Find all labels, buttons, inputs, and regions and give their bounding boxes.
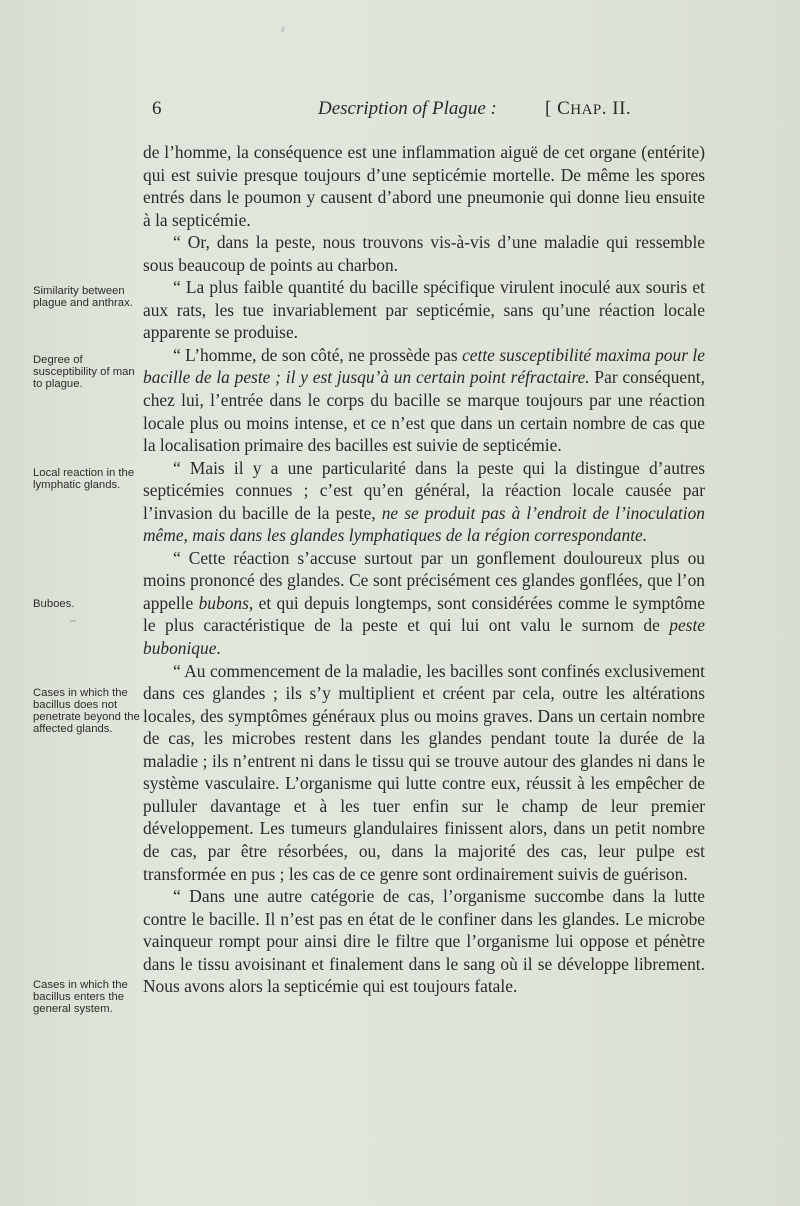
chapter-label-number: . II.	[601, 98, 632, 119]
text-run: “ Mais il y a une particularité dans la peste qui la distingue d’autres septicémies connues ; c’est qu’en général, la réaction locale causée par l’invasion du bacille de la peste,	[143, 457, 705, 523]
running-title: Description of Plague :	[318, 98, 497, 119]
emphasis-text: ne se produit pas à l’endroit de l’inoculation même, mais dans les glandes lymphatiques de la région correspondante.	[143, 502, 705, 546]
margin-note-similarity: Similarity between plague and anthrax.	[33, 285, 133, 309]
paragraph-buboes	[143, 547, 705, 660]
running-header	[143, 98, 705, 126]
text-run: .	[216, 638, 221, 659]
page-number: 6	[152, 98, 162, 119]
text-run: Par conséquent, chez lui, l’entrée dans le corps du bacille se marque toujours par une réaction locale plus ou moins intense, et ce n’est que dans un certain nombre de cas que la localisation primaire des bacilles est suivie de septicémie.	[143, 367, 705, 456]
margin-note-enters-system: Cases in which the bacillus enters the general system.	[33, 979, 128, 1015]
chapter-label-smallcaps: HAP	[570, 102, 602, 118]
paper-speck	[281, 27, 285, 32]
paragraph-inoculation: “ La plus faible quantité du bacille spécifique virulent inoculé aux souris et aux rats, les tue invariablement par septicémie, sans qu’une réaction locale apparente se produise.	[143, 277, 705, 343]
paragraph-similarity: “ Or, dans la peste, nous trouvons vis-à-vis d’une maladie qui ressemble sous beaucoup de points au charbon.	[143, 232, 705, 275]
margin-note-susceptibility: Degree of susceptibility of man to plague.	[33, 354, 135, 390]
paper-speck	[70, 620, 76, 622]
paragraph-local-reaction	[143, 457, 705, 547]
margin-note-local-reaction: Local reaction in the lymphatic glands.	[33, 467, 135, 491]
chapter-label	[545, 98, 631, 120]
body-text	[143, 141, 705, 998]
emphasis-text: cette susceptibilité maxima pour le bacille de la peste ; il y est jusqu’à un certain point réfractaire.	[143, 344, 705, 388]
chapter-label-prefix: [ C	[545, 98, 571, 119]
text-run: “ Cette réaction s’accuse surtout par un gonflement douloureux plus ou moins prononcé des glandes. Ce sont précisément ces glandes gonflées, que l’on appelle	[143, 547, 705, 613]
text-run: “ L’homme, de son côté, ne prossède pas	[173, 344, 463, 365]
paragraph-confined: “ Au commencement de la maladie, les bacilles sont confinés exclusivement dans ces glandes ; ils s’y multiplient et créent par cela, outre les altérations locales, des symptômes généraux plus ou moins graves. Dans un certain nombre de cas, les microbes restent dans les glandes pendant toute la durée de la maladie ; ils n’entrent ni dans le tissu qui se trouve autour des glandes ni dans le système vasculaire. L’organisme qui lutte contre eux, réussit à les empêcher de pulluler davantage et à les tuer enfin sur le champ de leur premier développement. Les tumeurs glandulaires finissent alors, dans un petit nombre de cas, par être résorbées, ou, dans la majorité des cas, leur pulpe est transformée en pus ; les cas de ce genre sont ordinairement suivis de guérison.	[143, 660, 705, 884]
margin-note-buboes: Buboes.	[33, 598, 75, 610]
emphasis-text: bubons	[198, 592, 249, 613]
paragraph-intro: de l’homme, la conséquence est une inflammation aiguë de cet organe (entérite) qui est suivie presque toujours d’une septicémie mortelle. De même les spores entrés dans le poumon y causent d’abord une pneumonie qui donne lieu ensuite à la septicémie.	[143, 142, 705, 230]
emphasis-text: peste bubonique	[143, 615, 705, 659]
paragraph-susceptibility	[143, 344, 705, 457]
text-run: , et qui depuis longtemps, sont considérées comme le symptôme le plus caractéristique de la peste et qui lui ont valu le surnom de	[143, 592, 706, 636]
paragraph-general-system: “ Dans une autre catégorie de cas, l’organisme succombe dans la lutte contre le bacille. Il n’est pas en état de le confiner dans les glandes. Le microbe vainqueur rompt pour ainsi dire le filtre que l’organisme lui oppose et pénètre dans le tissu avoisinant et finalement dans le sang où il se développe librement. Nous avons alors la septicémie qui est toujours fatale.	[143, 886, 705, 997]
margin-note-not-penetrate: Cases in which the bacillus does not penetrate beyond the affected glands.	[33, 687, 140, 735]
